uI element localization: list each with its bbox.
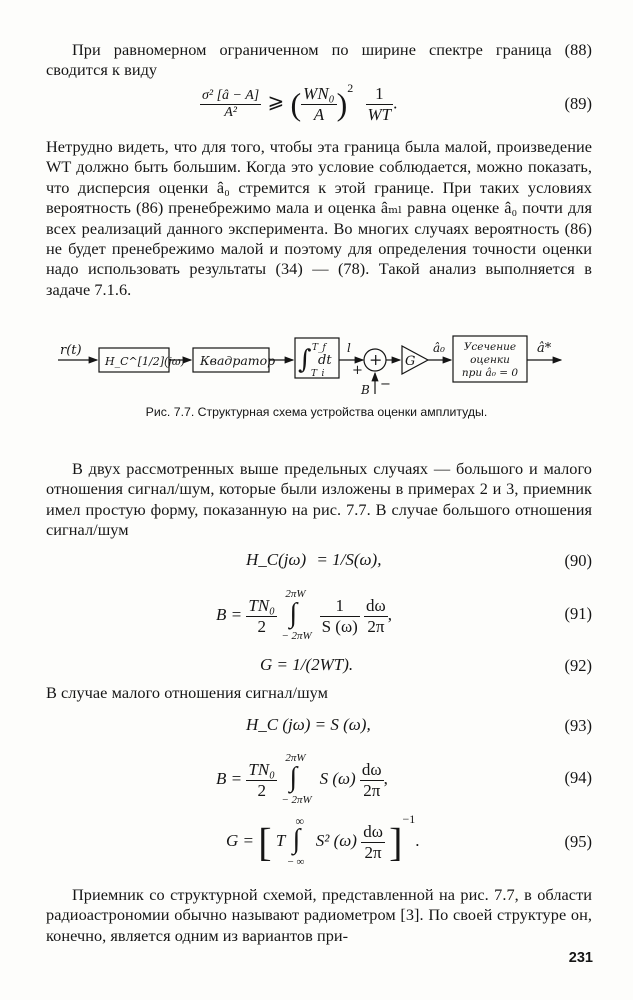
integral-sign: ∫ <box>298 345 312 375</box>
eq94-integral: 2πW ∫ − 2πW <box>281 752 312 806</box>
block-diagram <box>55 328 591 396</box>
truncation-line-2: оценки <box>470 354 510 366</box>
equation-94: B = $\frac{\text{TN₀}}{2}$ 2πW ∫ − 2πW S (ω) $\frac{d\omega}{2\pi}$ , (94) <box>216 752 592 806</box>
squarer-label: Квадратор <box>200 353 276 368</box>
eq95-integral: ∞ ∫ − ∞ <box>287 814 305 868</box>
equation-91: B = $\frac{\text{TN₀}}{2}$ 2πW ∫ − 2πW $\frac{1}{S (\omega)}$ $\frac{d\omega}{2\pi}$ , (91) <box>216 588 592 642</box>
b-label: B <box>361 383 370 396</box>
integral-upper-limit: T_f <box>312 343 326 353</box>
minus-label: − <box>380 377 391 392</box>
truncation-line-3: при â₀ = 0 <box>461 367 519 379</box>
eq95-number: (95) <box>564 832 592 851</box>
eq89-number: (89) <box>564 94 592 113</box>
equation-95: G = [ T ∞ ∫ − ∞ S² (ω) $\frac{d\omega}{2\pi}$ ]$^{-1}$. (95) <box>226 812 592 868</box>
output-label: â* <box>537 341 552 356</box>
paragraph-radiometer: Приемник со структурной схемой, представленной на рис. 7.7, в области радиоастрономии обычно называют радиометром [3]. По своей структуре он, конечно, является одним из вариантов при- <box>46 885 592 945</box>
equation-90: H_C(jω) = 1/S(ω), (90) <box>246 550 592 570</box>
sum-plus-sign: + <box>369 350 383 369</box>
eq89-rhs-fraction: $\frac{1}{WT}$ <box>367 84 392 124</box>
integral-lower-limit: T_i <box>311 369 325 379</box>
eq92-number: (92) <box>564 656 592 675</box>
figure-caption: Рис. 7.7. Структурная схема устройства оценки амплитуды. <box>145 405 488 419</box>
plus-left-label: + <box>352 363 363 378</box>
eq89-paren-fraction: $\frac{\text{WN₀}}{A}$ <box>303 84 335 124</box>
eq89-relation: ⩾ <box>267 91 285 114</box>
eq91-integral: 2πW ∫ − 2πW <box>281 588 312 642</box>
eq90-number: (90) <box>564 551 592 570</box>
l-label: l <box>347 341 351 355</box>
equation-93: H_C (jω) = S (ω), (93) <box>246 715 592 735</box>
filter-label: H_C^[1/2](jω) <box>105 355 185 368</box>
equation-92: G = 1/(2WT). (92) <box>260 655 592 675</box>
paragraph-small-snr: В случае малого отношения сигнал/шум <box>46 683 328 702</box>
a0-label: â₀ <box>433 341 445 355</box>
equation-89: $\frac{\text{σ² [â − A]}}{\text{A²}}$ ⩾ ( $\frac{\text{WN₀}}{A}$ )$^2$ $\frac{1}{WT}$ . (89) <box>202 80 592 124</box>
input-label: r(t) <box>60 343 82 358</box>
eq89-lhs-fraction: $\frac{\text{σ² [â − A]}}{\text{A²}}$ <box>202 88 260 120</box>
paragraph-limit-cases: В двух рассмотренных выше предельных случаях — большого и малого отношения сигнал/шум, которые были изложены в примерах 2 и 3, приемник имел простую форму, показанную на рис. 7.7. В случае большого отношения сигнал/шум <box>46 459 592 540</box>
eq91-number: (91) <box>564 604 592 623</box>
paragraph-intro: При равномерном ограниченном по ширине спектре граница (88) сводится к виду <box>46 40 592 80</box>
eq94-number: (94) <box>564 768 592 787</box>
truncation-line-1: Усечение <box>463 341 517 353</box>
page-number: 231 <box>568 950 593 966</box>
paragraph-discussion: Нетрудно видеть, что для того, чтобы эта граница была малой, произведение WT должно быть большим. Когда это условие соблюдается, можно показать, что дисперсия оценки â₀ стремится к этой границе. При таких условиях вероятность (86) пренебрежимо мала и оценка âₘₗ равна оценке â₀ почти для всех реализаций данного эксперимента. Во многих случаях вероятность (86) не будет пренебрежимо малой и поэтому для определения точности оценки надо использовать результаты (34) — (78). Такой анализ выполняется в задаче 7.1.6. <box>46 137 592 299</box>
integral-body: dt <box>318 353 332 368</box>
eq93-number: (93) <box>564 716 592 735</box>
gain-label: G <box>405 354 416 369</box>
